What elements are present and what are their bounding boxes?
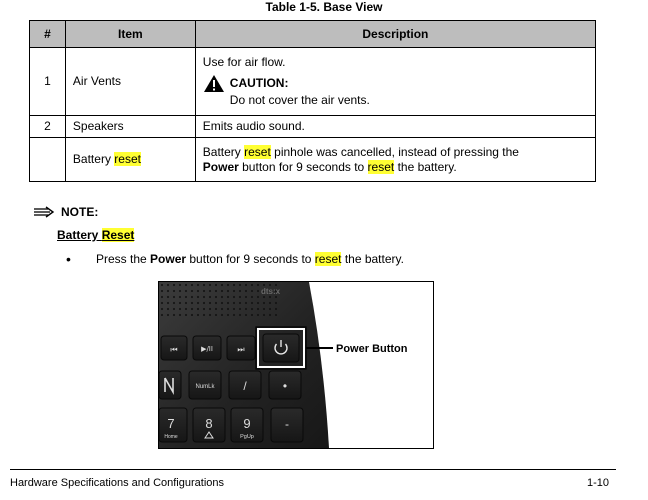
- highlighted-word: reset: [314, 252, 342, 266]
- row-number: 1: [30, 48, 66, 116]
- footer-title: Hardware Specifications and Configurations: [10, 477, 225, 489]
- description-text: Use for air flow.: [202, 54, 286, 69]
- warning-triangle-icon: [203, 74, 225, 93]
- highlighted-word: reset: [244, 144, 271, 159]
- page-number: 1-10: [587, 477, 610, 489]
- note-heading: [33, 205, 98, 219]
- svg-text:7: 7: [167, 416, 175, 431]
- media-key-forward: [227, 336, 255, 360]
- key-slash: [229, 371, 261, 399]
- table-row: [30, 116, 596, 138]
- svg-text:⏭: ⏭: [237, 345, 245, 354]
- svg-text:NumLk: NumLk: [195, 384, 215, 390]
- base-view-table: [29, 20, 596, 182]
- media-key-play-pause: [193, 336, 221, 360]
- power-keyword: Power: [150, 252, 187, 266]
- key-minus: [271, 408, 303, 442]
- highlighted-word: reset: [367, 159, 395, 174]
- caution-label: CAUTION:: [229, 75, 289, 90]
- media-key-rewind: [161, 336, 187, 360]
- row-item: [65, 138, 195, 182]
- key-eight-up: [193, 408, 225, 442]
- svg-text:PgUp: PgUp: [240, 434, 254, 440]
- keyboard-figure: [158, 281, 434, 449]
- power-keyword: Power: [202, 159, 239, 174]
- key-asterisk: [269, 371, 301, 399]
- svg-text:8: 8: [205, 416, 213, 431]
- note-label: NOTE:: [61, 205, 99, 219]
- description-text: button for 9 seconds to: [238, 159, 368, 174]
- row-description: Emits audio sound.: [195, 116, 595, 138]
- key-fn-logo: [159, 371, 181, 399]
- description-text: Battery: [202, 144, 245, 159]
- header-item: Item: [65, 21, 195, 48]
- power-key: [263, 334, 299, 362]
- table-header-row: [30, 21, 596, 48]
- item-text: Battery: [72, 152, 115, 166]
- keyboard-photo: [159, 282, 433, 448]
- row-description: [195, 138, 595, 182]
- key-numlock: [189, 371, 221, 399]
- svg-text:Home: Home: [164, 434, 178, 440]
- description-text: the battery.: [394, 159, 457, 174]
- highlighted-word: Reset: [101, 228, 135, 242]
- power-button-callout: Power Button: [336, 343, 408, 355]
- footer-divider: [10, 469, 616, 470]
- header-description: Description: [195, 21, 595, 48]
- table-row: [30, 48, 596, 116]
- row-number: [30, 138, 66, 182]
- svg-text:⏮: ⏮: [170, 345, 178, 354]
- description-text: pinhole was cancelled, instead of pressing the: [270, 144, 519, 159]
- note-subheading: [57, 228, 134, 242]
- svg-text:▶/II: ▶/II: [201, 345, 213, 353]
- subheading-text: Battery: [57, 228, 102, 242]
- brand-mark: dts:x: [261, 287, 281, 296]
- bullet-icon: •: [66, 251, 71, 267]
- bullet-item: [66, 252, 404, 266]
- key-seven-home: [159, 408, 187, 442]
- row-item: Speakers: [65, 116, 195, 138]
- key-nine-pgup: [231, 408, 263, 442]
- svg-text:-: -: [285, 417, 289, 431]
- note-arrow-icon: [33, 206, 55, 218]
- caution-text: Do not cover the air vents.: [229, 92, 370, 107]
- table-caption: Table 1-5. Base View: [265, 0, 383, 14]
- svg-text:•: •: [282, 379, 288, 393]
- bullet-text: Press the Power button for 9 seconds to reset the battery.: [96, 252, 404, 266]
- table-row: [30, 138, 596, 182]
- svg-text:/: /: [243, 379, 247, 393]
- caution-heading: [203, 74, 595, 93]
- header-number: #: [30, 21, 66, 48]
- highlighted-word: reset: [114, 152, 141, 166]
- svg-text:9: 9: [243, 416, 251, 431]
- row-number: 2: [30, 116, 66, 138]
- row-description: [195, 48, 595, 116]
- row-item: Air Vents: [65, 48, 195, 116]
